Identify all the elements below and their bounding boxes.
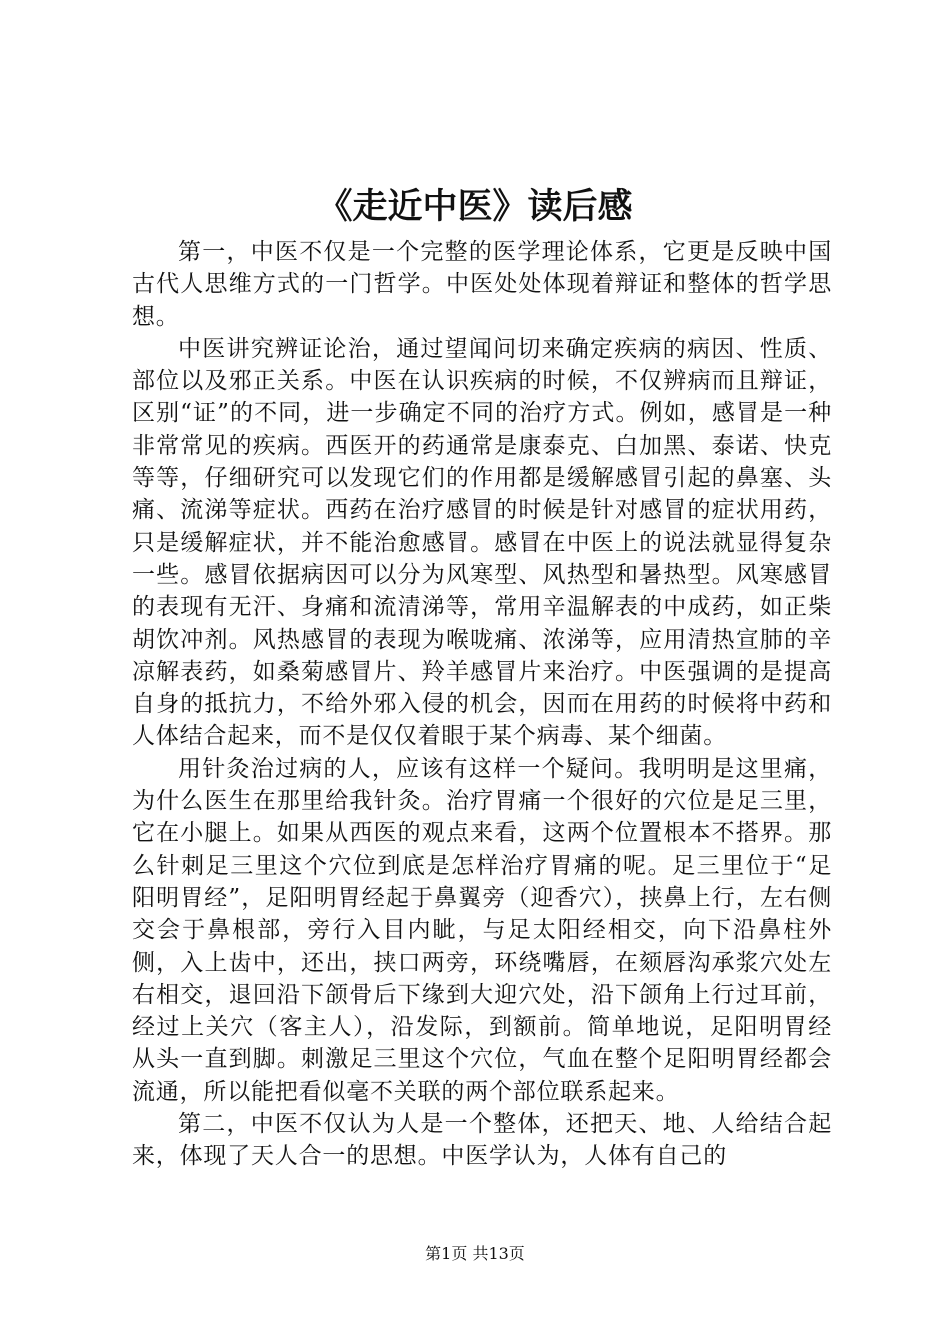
paragraph-1: 第一，中医不仅是一个完整的医学理论体系，它更是反映中国古代人思维方式的一门哲学。中医处处体现着辩证和整体的哲学思想。 — [132, 239, 832, 330]
page-number-footer: 第1页 共13页 — [425, 1244, 525, 1263]
paragraph-3: 用针灸治过病的人，应该有这样一个疑问。我明明是这里痛，为什么医生在那里给我针灸。治疗胃痛一个很好的穴位是足三里，它在小腿上。如果从西医的观点来看，这两个位置根本不搭界。那么针刺足三里这个穴位到底是怎样治疗胃痛的呢。足三里位于“足阳明胃经”，足阳明胃经起于鼻翼旁（迎香穴），挟鼻上行，左右侧交会于鼻根部，旁行入目内眦，与足太阳经相交，向下沿鼻柱外侧，入上齿中，还出，挟口两旁，环绕嘴唇，在颏唇沟承浆穴处左右相交，退回沿下颌骨后下缘到大迎穴处，沿下颌角上行过耳前，经过上关穴（客主人），沿发际，到额前。简单地说，足阳明胃经从头一直到脚。刺激足三里这个穴位，气血在整个足阳明胃经都会流通，所以能把看似毫不关联的两个部位联系起来。 — [132, 755, 832, 1105]
document-body — [132, 236, 832, 1173]
paragraph-2: 中医讲究辨证论治，通过望闻问切来确定疾病的病因、性质、部位以及邪正关系。中医在认识疾病的时候，不仅辨病而且辩证，区别“证”的不同，进一步确定不同的治疗方式。例如，感冒是一种非常常见的疾病。西医开的药通常是康泰克、白加黑、泰诺、快克等等，仔细研究可以发现它们的作用都是缓解感冒引起的鼻塞、头痛、流涕等症状。西药在治疗感冒的时候是针对感冒的症状用药，只是缓解症状，并不能治愈感冒。感冒在中医上的说法就显得复杂一些。感冒依据病因可以分为风寒型、风热型和暑热型。风寒感冒的表现有无汗、身痛和流清涕等，常用辛温解表的中成药，如正柴胡饮冲剂。风热感冒的表现为喉咙痛、浓涕等，应用清热宣肺的辛凉解表药，如桑菊感冒片、羚羊感冒片来治疗。中医强调的是提高自身的抵抗力，不给外邪入侵的机会，因而在用药的时候将中药和人体结合起来，而不是仅仅着眼于某个病毒、某个细菌。 — [132, 335, 832, 750]
document-title: 《走近中医》读后感 — [317, 186, 633, 227]
paragraph-4: 第二，中医不仅认为人是一个整体，还把天、地、人给结合起来，体现了天人合一的思想。中医学认为，人体有自己的 — [132, 1111, 832, 1170]
